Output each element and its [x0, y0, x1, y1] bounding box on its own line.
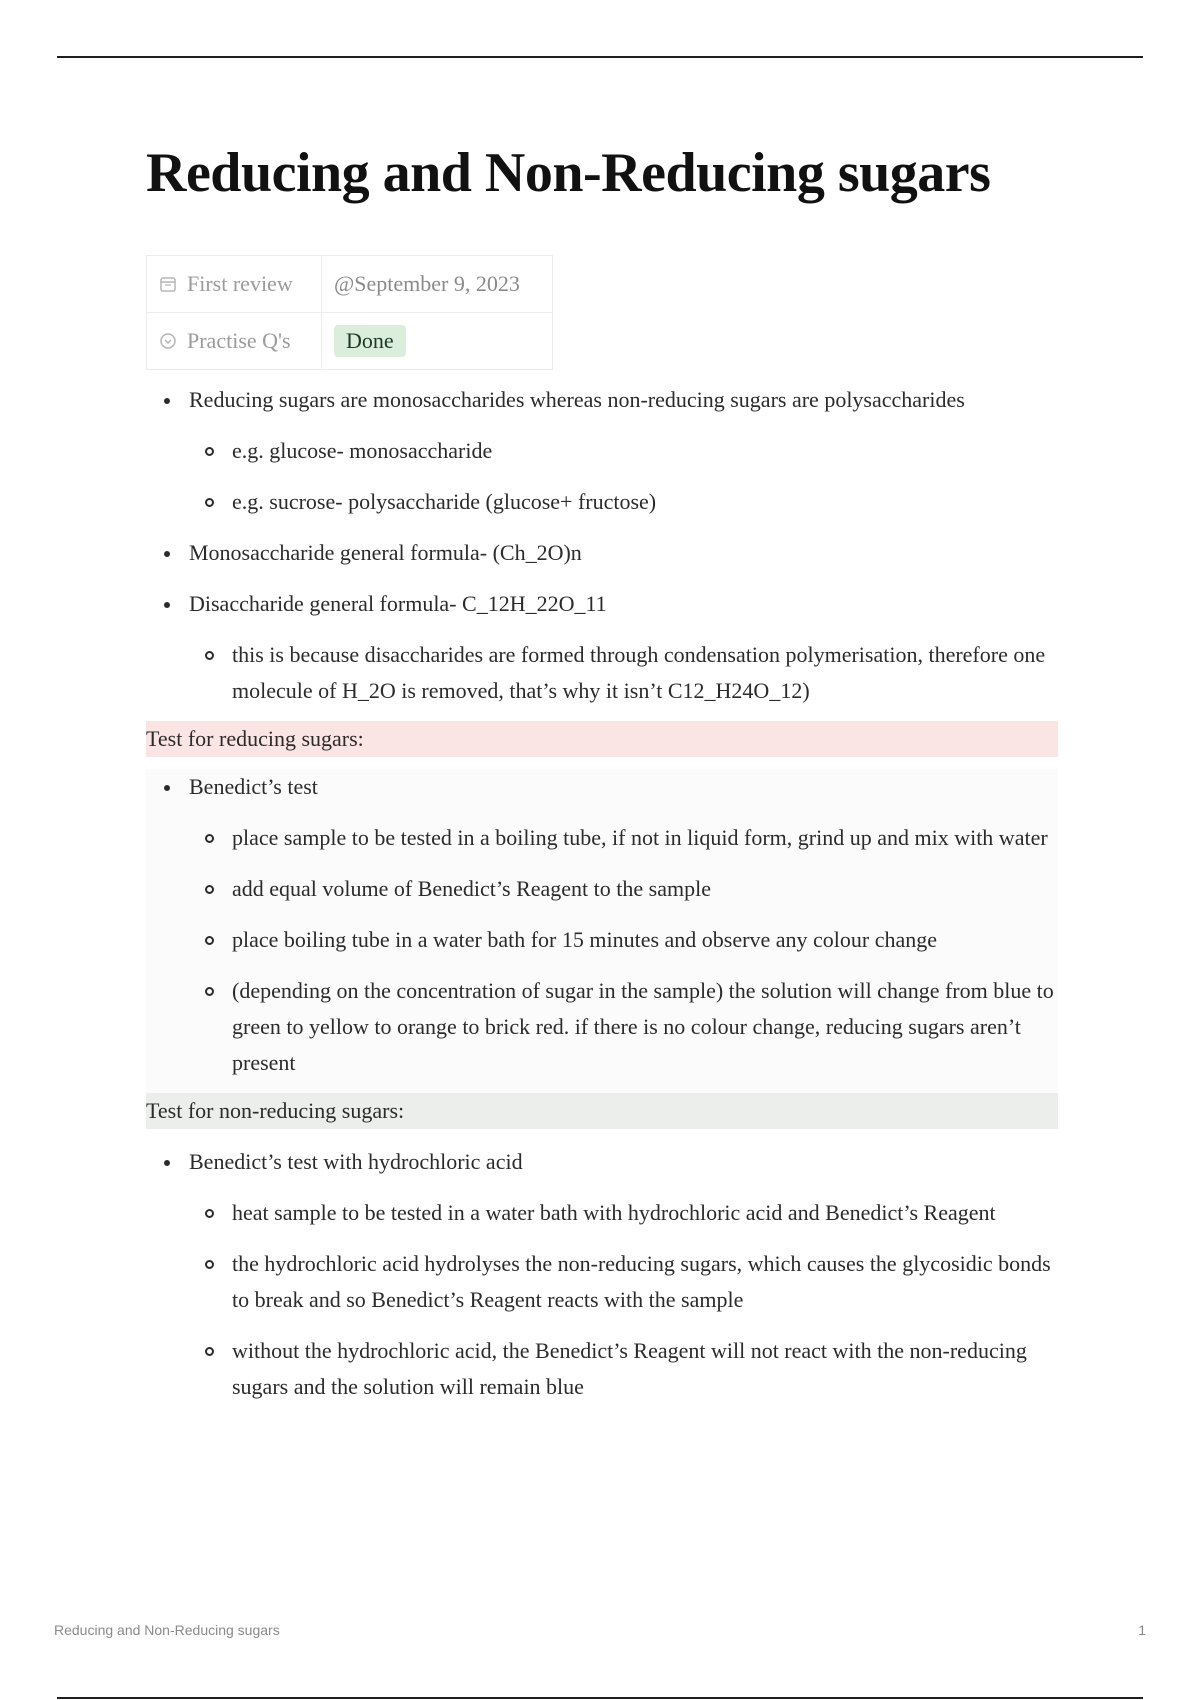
- property-row: [147, 256, 553, 313]
- page-number: 1: [1138, 1622, 1146, 1638]
- list-item: [146, 382, 1058, 520]
- list-item: place sample to be tested in a boiling tube, if not in liquid form, grind up and mix with water: [189, 820, 1058, 856]
- property-name-cell[interactable]: [147, 256, 322, 313]
- non-reducing-sugars-heading: Test for non-reducing sugars:: [146, 1093, 1058, 1129]
- practise-status-value[interactable]: [322, 313, 553, 370]
- reducing-list: [146, 769, 1058, 1081]
- top-rule: [57, 56, 1143, 58]
- properties-table: [146, 255, 553, 370]
- list-item: this is because disaccharides are formed through condensation polymerisation, therefore one molecule of H_2O is removed, that’s why it isn’t C12_H24O_12): [189, 637, 1058, 709]
- list-item: Monosaccharide general formula- (Ch_2O)n: [146, 535, 1058, 571]
- list-item: the hydrochloric acid hydrolyses the non-reducing sugars, which causes the glycosidic bonds to break and so Benedict’s Reagent reacts with the sample: [189, 1246, 1058, 1318]
- list-item-text: Reducing sugars are monosaccharides whereas non-reducing sugars are polysaccharides: [189, 387, 965, 413]
- page-content: [146, 140, 1058, 1405]
- sub-list: [189, 433, 1058, 520]
- page-title: Reducing and Non-Reducing sugars: [146, 142, 991, 204]
- list-item: heat sample to be tested in a water bath with hydrochloric acid and Benedict’s Reagent: [189, 1195, 1058, 1231]
- first-review-value[interactable]: [322, 256, 553, 313]
- list-item: e.g. glucose- monosaccharide: [189, 433, 1058, 469]
- property-name-cell[interactable]: [147, 313, 322, 370]
- list-item: [146, 586, 1058, 709]
- list-item: (depending on the concentration of sugar in the sample) the solution will change from blue to green to yellow to orange to brick red. if there is no colour change, reducing sugars aren’t present: [189, 973, 1058, 1081]
- footer-title: Reducing and Non-Reducing sugars: [54, 1622, 280, 1638]
- list-item: [146, 1144, 1058, 1405]
- list-item: e.g. sucrose- polysaccharide (glucose+ fructose): [189, 484, 1058, 520]
- calendar-icon: [159, 275, 177, 293]
- reducing-section: [146, 769, 1058, 1093]
- list-item-text: Benedict’s test: [189, 774, 318, 800]
- list-item-text: Disaccharide general formula- C_12H_22O_11: [189, 591, 607, 617]
- status-badge[interactable]: Done: [334, 325, 406, 357]
- property-row: [147, 313, 553, 370]
- list-item-text: Benedict’s test with hydrochloric acid: [189, 1149, 523, 1175]
- list-item: without the hydrochloric acid, the Benedict’s Reagent will not react with the non-reducing sugars and the solution will remain blue: [189, 1333, 1058, 1405]
- non-reducing-list: [146, 1144, 1058, 1405]
- list-item: place boiling tube in a water bath for 15 minutes and observe any colour change: [189, 922, 1058, 958]
- list-item: add equal volume of Benedict’s Reagent to the sample: [189, 871, 1058, 907]
- reducing-sugars-heading: Test for reducing sugars:: [146, 721, 1058, 757]
- intro-list: [146, 382, 1058, 709]
- sub-list: [189, 1195, 1058, 1405]
- property-name: First review: [187, 271, 293, 297]
- bottom-rule: [57, 1697, 1143, 1699]
- status-icon: [159, 332, 177, 350]
- sub-list: [189, 820, 1058, 1081]
- property-name: Practise Q's: [187, 328, 291, 354]
- list-item: [146, 769, 1058, 1081]
- date-mention[interactable]: @September 9, 2023: [334, 271, 520, 297]
- sub-list: [189, 637, 1058, 709]
